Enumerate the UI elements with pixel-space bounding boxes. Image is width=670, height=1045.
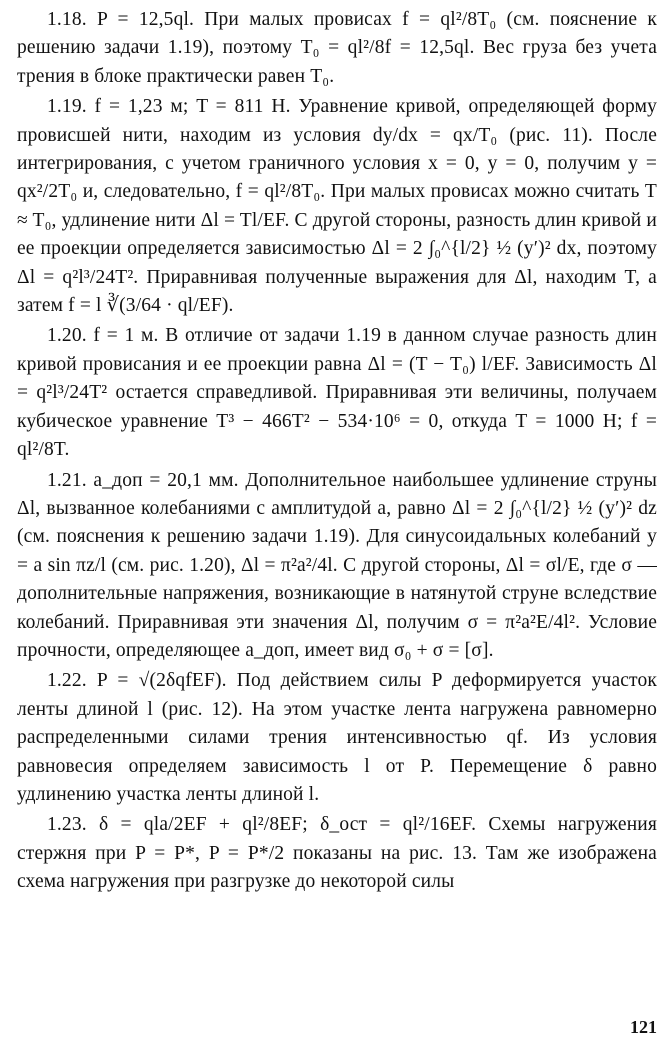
paragraph-1-20: 1.20. f = 1 м. В отличие от задачи 1.19 в данном случае разность длин кривой провисания и ее проекции равна Δl = (T − T₀) l/EF. Зависимость Δl = q²l³/24T² остается справедливой. Приравнивая эти величины, получаем кубическое уравнение T³ − 466T² − 534·10⁶ = 0, откуда T = 1000 Н; f = ql²/8T. [17,325,657,461]
paragraph-1-18: 1.18. P = 12,5ql. При малых провисах f = ql²/8T₀ (см. пояснение к решению задачи 1.19), поэтому T₀ = ql²/8f = 12,5ql. Вес груза без учета трения в блоке практически равен T₀. [17,9,657,87]
document-page [17,6,657,1038]
paragraph-1-19: 1.19. f = 1,23 м; T = 811 Н. Уравнение кривой, определяющей форму провисшей нити, находим из условия dy/dx = qx/T₀ (рис. 11). После интегрирования, с учетом граничного условия x = 0, y = 0, получим y = qx²/2T₀ и, следовательно, f = ql²/8T₀. При малых провисах можно считать T ≈ T₀, удлинение нити Δl = Tl/EF. С другой стороны, разность длин кривой и ее проекции определяется зависимостью Δl = 2 ∫₀^{l/2} ½ (y′)² dx, поэтому Δl = q²l³/24T². Приравнивая полученные выражения для Δl, находим T, а затем f = l ∛(3/64 · ql/EF). [17,96,657,317]
page-number: 121 [630,1017,657,1037]
paragraph-1-22: 1.22. P = √(2δqfEF). Под действием силы P деформируется участок ленты длиной l (рис. 12). На этом участке лента нагружена равномерно распределенными силами трения интенсивностью qf. Из условия равновесия определяем зависимость l от P. Перемещение δ равно удлинению участка ленты длиной l. [17,670,657,805]
paragraph-1-21: 1.21. a_доп = 20,1 мм. Дополнительное наибольшее удлинение струны Δl, вызванное колебаниями с амплитудой a, равно Δl = 2 ∫₀^{l/2} ½ (y′)² dz (см. пояснения к решению задачи 1.19). Для синусоидальных колебаний y = a sin πz/l (см. рис. 1.20), Δl = π²a²/4l. С другой стороны, Δl = σl/E, где σ — дополнительные напряжения, возникающие в натянутой струне вследствие колебаний. Приравнивая эти значения Δl, получим σ = π²a²E/4l². Условие прочности, определяющее a_доп, имеет вид σ₀ + σ = [σ]. [17,469,657,661]
paragraph-1-23: 1.23. δ = qla/2EF + ql²/8EF; δ_ост = ql²/16EF. Схемы нагружения стержня при P = P*, P = P*/2 показаны на рис. 13. Там же изображена схема нагружения при разгрузке до некоторой силы [17,814,657,893]
